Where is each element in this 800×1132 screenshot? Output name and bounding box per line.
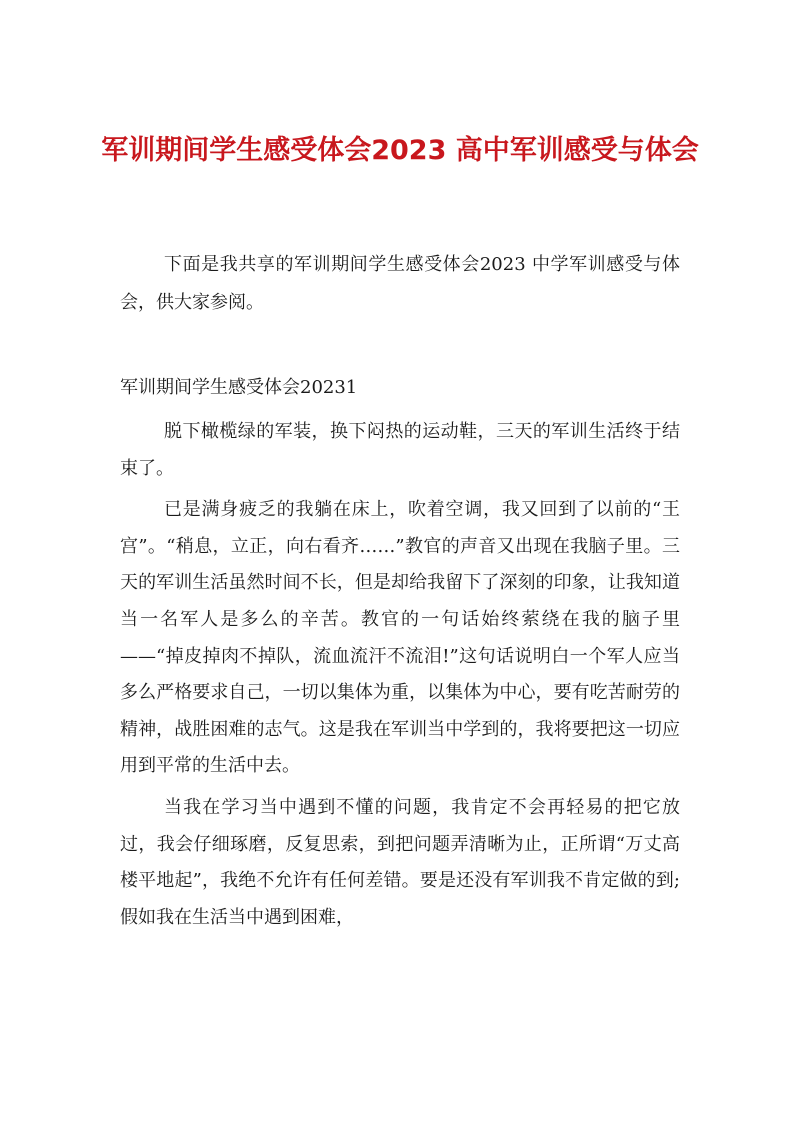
body-paragraph-2: 已是满身疲乏的我躺在床上，吹着空调，我又回到了以前的“王宫”。“稍息，立正，向右看齐……”教官的声音又出现在我脑子里。三天的军训生活虽然时间不长，但是却给我留下了深刻的印象，让我知道当一名军人是多么的辛苦。教官的一句话始终萦绕在我的脑子里——“掉皮掉肉不掉队，流血流汗不流泪!”这句话说明白一个军人应当多么严格要求自己，一切以集体为重，以集体为中心，要有吃苦耐劳的精神，战胜困难的志气。这是我在军训当中学到的，我将要把这一切应用到平常的生活中去。	[120, 499, 680, 777]
document-title: 军训期间学生感受体会2023 高中军训感受与体会	[101, 135, 699, 166]
body-paragraph-3: 当我在学习当中遇到不懂的问题，我肯定不会再轻易的把它放过，我会仔细琢磨，反复思索，到把问题弄清晰为止，正所谓“万丈高楼平地起”，我绝不允许有任何差错。要是还没有军训我不肯定做的到;假如我在生活当中遇到困难，	[120, 796, 680, 928]
intro-paragraph: 下面是我共享的军训期间学生感受体会2023 中学军训感受与体会，供大家参阅。	[120, 254, 680, 313]
section-heading: 军训期间学生感受体会20231	[120, 377, 358, 398]
body-paragraph-1: 脱下橄榄绿的军装，换下闷热的运动鞋，三天的军训生活终于结束了。	[120, 421, 680, 479]
body-text	[120, 414, 680, 941]
